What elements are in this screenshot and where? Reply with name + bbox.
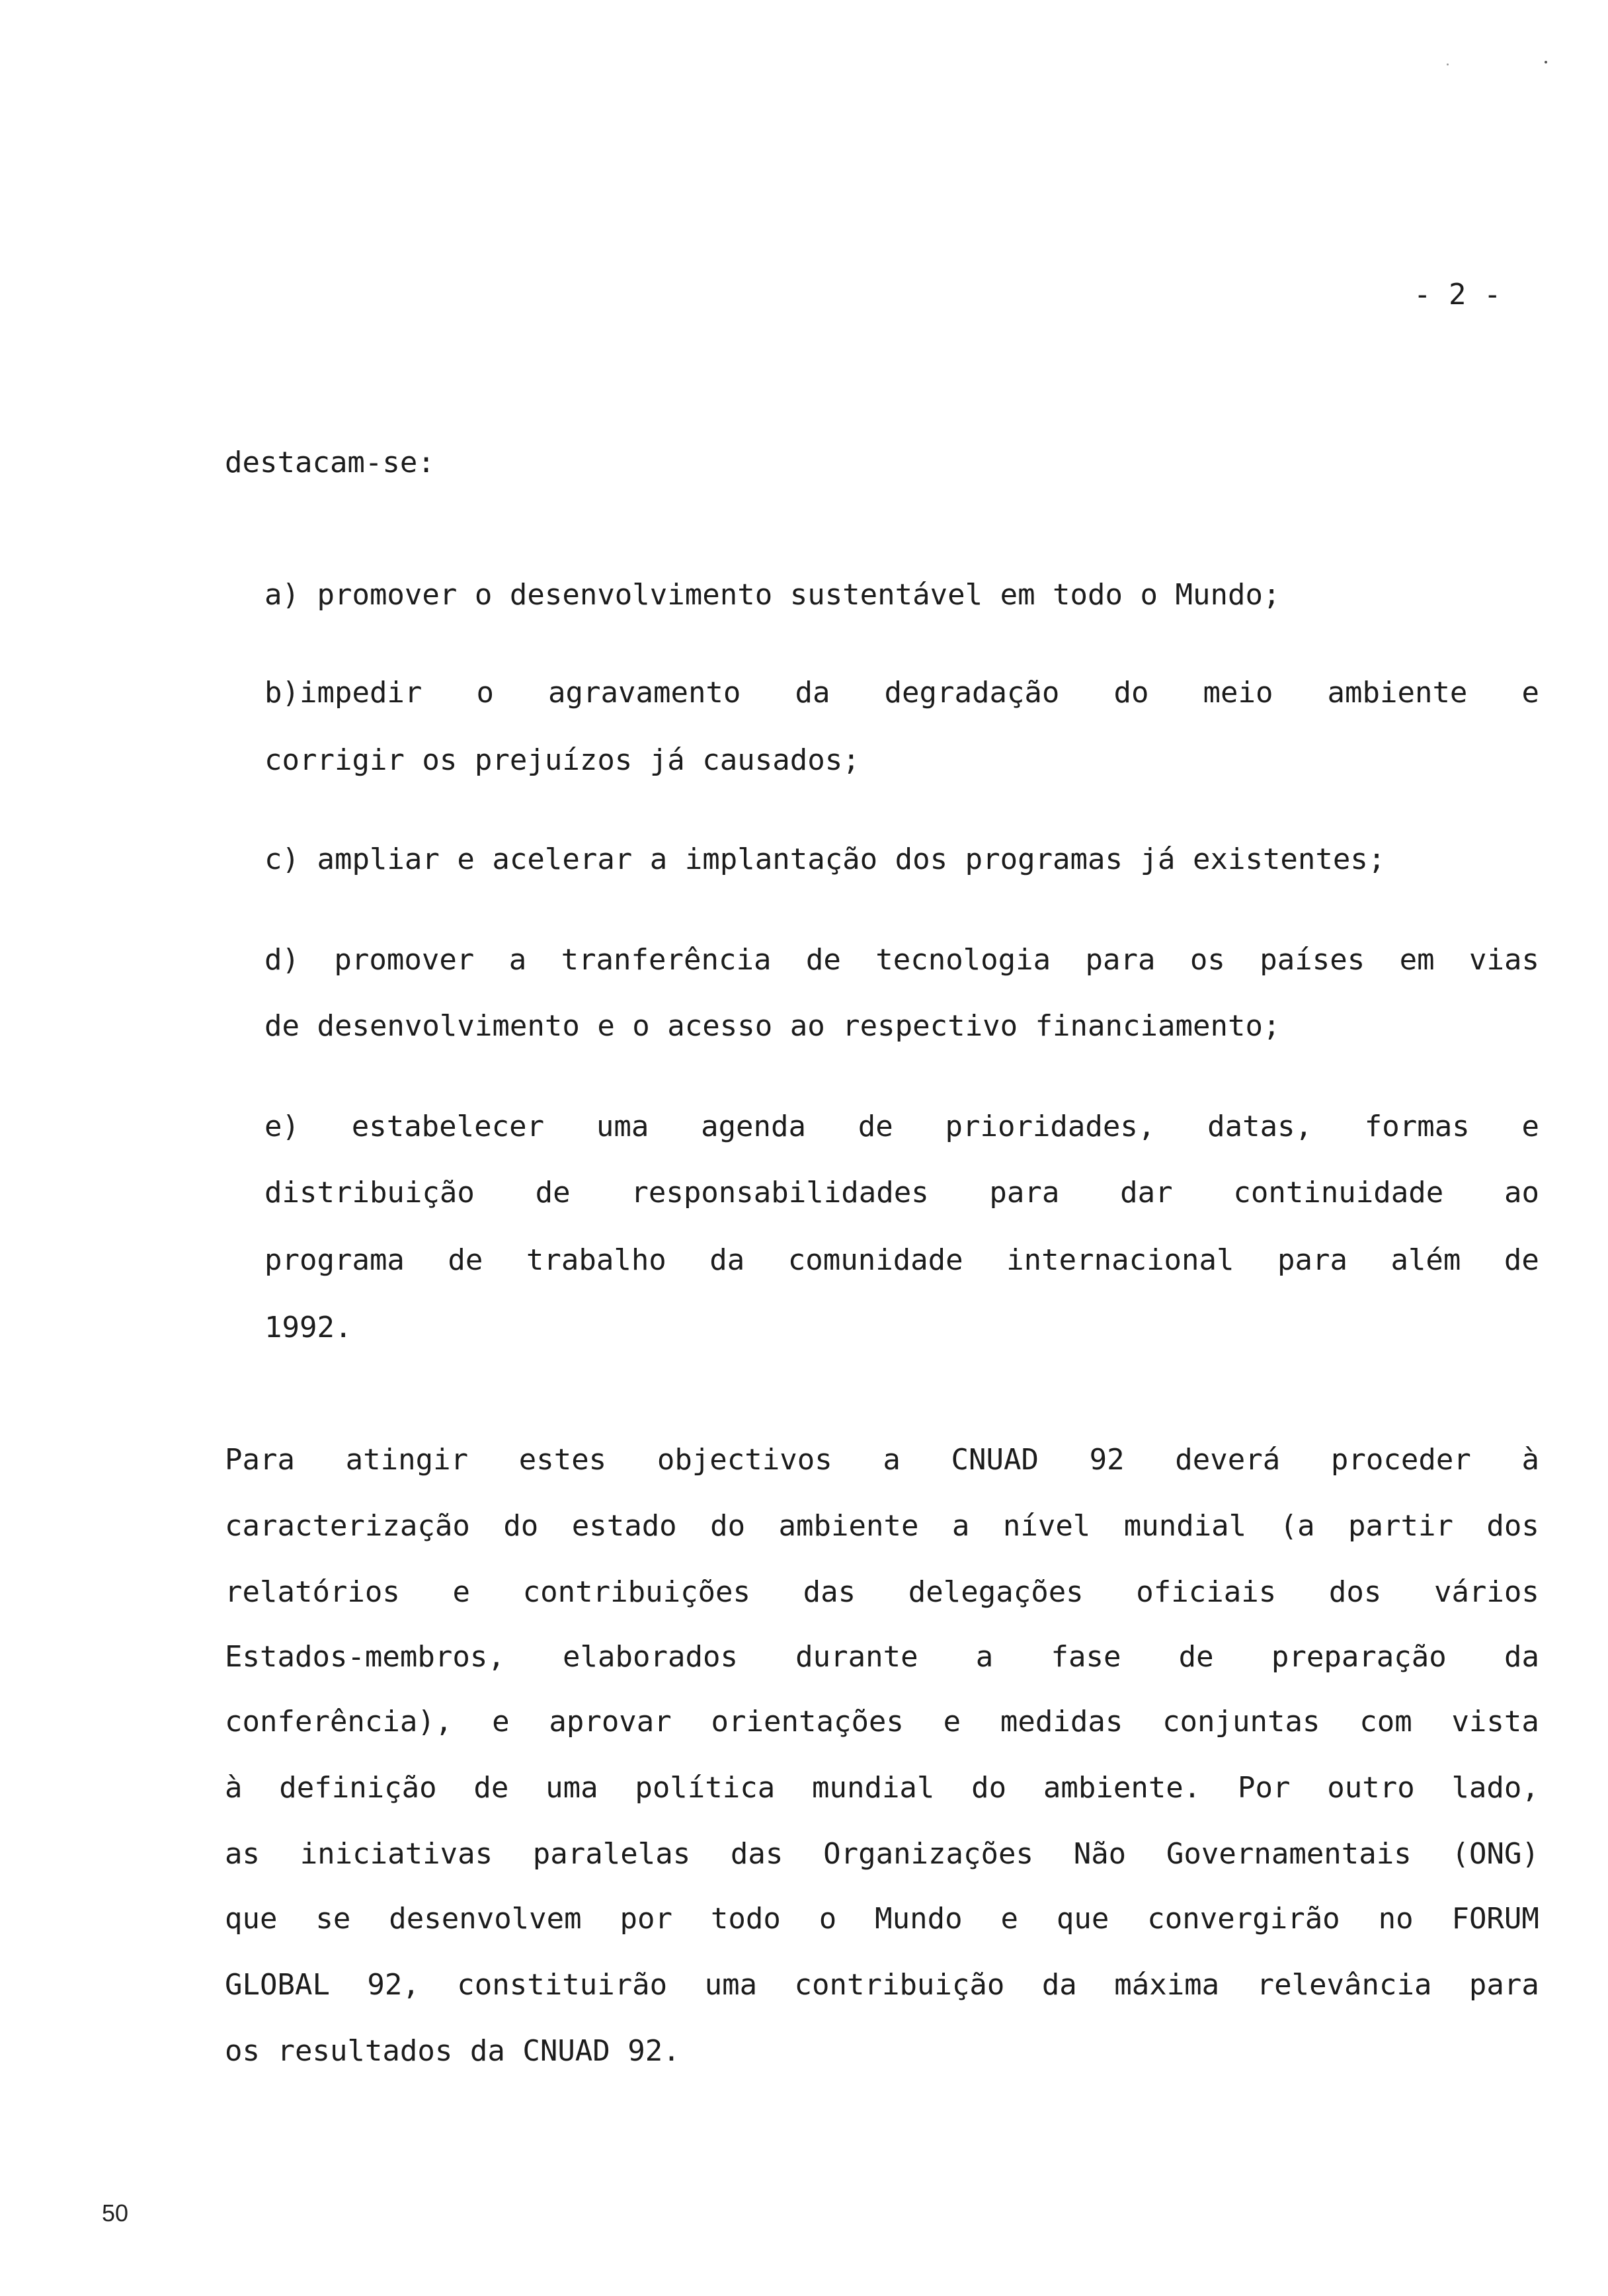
- intro-text: destacam-se:: [225, 446, 435, 479]
- word: que: [225, 1902, 278, 1936]
- word: por: [620, 1902, 673, 1936]
- word: do: [971, 1771, 1007, 1805]
- paragraph-line: os resultados da CNUAD 92.: [225, 2034, 680, 2068]
- word: Mundo: [875, 1902, 963, 1936]
- word: e: [492, 1705, 510, 1739]
- word: Governamentais: [1166, 1837, 1412, 1871]
- word: agenda: [701, 1110, 807, 1143]
- word: mundial: [811, 1771, 935, 1805]
- word: atingir: [345, 1443, 469, 1477]
- word: Por: [1238, 1771, 1291, 1805]
- word: de: [805, 943, 841, 977]
- word: além: [1390, 1243, 1461, 1277]
- word: mundial: [1123, 1509, 1247, 1543]
- word: e: [452, 1575, 471, 1609]
- list-item-b-line-2: corrigir os prejuízos já causados;: [264, 743, 860, 777]
- list-item-e-line-1: [264, 1112, 1539, 1141]
- word: vias: [1468, 943, 1539, 977]
- word: relatórios: [225, 1575, 400, 1609]
- word: à: [1521, 1443, 1539, 1477]
- word: Organizações: [823, 1837, 1033, 1871]
- word: em: [1399, 943, 1435, 977]
- word: deverá: [1175, 1443, 1281, 1477]
- word: da: [1041, 1968, 1077, 2002]
- word: conferência),: [225, 1705, 453, 1739]
- word: e: [943, 1705, 961, 1739]
- word: o: [819, 1902, 837, 1936]
- word: durante: [795, 1640, 918, 1674]
- word: Estados-membros,: [225, 1640, 505, 1674]
- word: à: [225, 1771, 243, 1805]
- word: para: [989, 1176, 1060, 1210]
- paragraph-line: [225, 1902, 1539, 1936]
- word: meio: [1203, 676, 1273, 710]
- word: datas,: [1207, 1110, 1313, 1143]
- word: se: [315, 1902, 351, 1936]
- word: paralelas: [532, 1837, 691, 1871]
- list-item-e-line-4: 1992.: [264, 1311, 352, 1344]
- word: estes: [518, 1443, 607, 1477]
- word: ambiente.: [1043, 1771, 1201, 1805]
- word: FORUM: [1451, 1902, 1539, 1936]
- word: internacional: [1006, 1243, 1234, 1277]
- word: política: [635, 1771, 776, 1805]
- word: estado: [571, 1509, 677, 1543]
- word: 92,: [367, 1968, 420, 2002]
- word: contribuições: [522, 1575, 751, 1609]
- list-item-c: c) ampliar e acelerar a implantação dos programas já existentes;: [264, 842, 1386, 876]
- word: convergirão: [1147, 1902, 1340, 1936]
- footer-page-number: 50: [102, 2199, 129, 2227]
- word: uma: [545, 1771, 598, 1805]
- word: da: [795, 676, 830, 710]
- word: de: [1504, 1243, 1539, 1277]
- word: objectivos: [657, 1443, 832, 1477]
- word: formas: [1364, 1110, 1470, 1143]
- word: a: [508, 943, 527, 977]
- word: para: [1085, 943, 1156, 977]
- word: preparação: [1271, 1640, 1447, 1674]
- word: d): [264, 943, 300, 977]
- word: todo: [710, 1902, 781, 1936]
- word: prioridades,: [945, 1110, 1156, 1143]
- word: b)impedir: [264, 676, 422, 710]
- word: Não: [1073, 1837, 1127, 1871]
- word: constituirão: [457, 1968, 668, 2002]
- scan-speck: [1447, 63, 1449, 65]
- word: degradação: [884, 676, 1060, 710]
- paragraph-line: [225, 1707, 1539, 1737]
- word: desenvolvem: [389, 1902, 582, 1936]
- word: uma: [704, 1968, 758, 2002]
- word: de: [858, 1110, 893, 1143]
- word: agravamento: [548, 676, 741, 710]
- word: de: [448, 1243, 483, 1277]
- word: do: [710, 1509, 746, 1543]
- word: para: [1277, 1243, 1347, 1277]
- paragraph-line: [225, 1837, 1539, 1871]
- word: medidas: [1000, 1705, 1123, 1739]
- word: dar: [1120, 1176, 1173, 1210]
- paragraph-line: [225, 1575, 1539, 1609]
- word: no: [1378, 1902, 1414, 1936]
- paragraph-line: [225, 1968, 1539, 2002]
- word: os: [1189, 943, 1225, 977]
- word: para: [1468, 1968, 1539, 2002]
- word: do: [1113, 676, 1149, 710]
- word: partir: [1348, 1509, 1453, 1543]
- word: comunidade: [787, 1243, 963, 1277]
- word: a: [951, 1509, 970, 1543]
- paragraph-line: [225, 1771, 1539, 1805]
- word: (ONG): [1451, 1837, 1539, 1871]
- word: continuidade: [1233, 1176, 1444, 1210]
- word: orientações: [711, 1705, 904, 1739]
- word: delegações: [908, 1575, 1084, 1609]
- word: distribuição: [264, 1176, 475, 1210]
- word: das: [730, 1837, 784, 1871]
- word: ambiente: [778, 1509, 919, 1543]
- word: a: [975, 1640, 994, 1674]
- word: contribuição: [794, 1968, 1005, 2002]
- word: responsabilidades: [631, 1176, 929, 1210]
- word: fase: [1051, 1640, 1121, 1674]
- scan-speck: [1545, 61, 1547, 63]
- word: de: [473, 1771, 509, 1805]
- word: do: [503, 1509, 539, 1543]
- word: Para: [225, 1443, 295, 1477]
- word: da: [709, 1243, 745, 1277]
- word: tranferência: [561, 943, 772, 977]
- word: da: [1504, 1640, 1539, 1674]
- word: dos: [1486, 1509, 1539, 1543]
- word: caracterização: [225, 1509, 470, 1543]
- word: e: [1521, 1110, 1539, 1143]
- word: e: [1000, 1902, 1019, 1936]
- list-item-e-line-3: [264, 1243, 1539, 1277]
- word: as: [225, 1837, 260, 1871]
- list-item-a: a) promover o desenvolvimento sustentável em todo o Mundo;: [264, 578, 1281, 612]
- word: ambiente: [1327, 676, 1468, 710]
- word: de: [535, 1176, 571, 1210]
- word: GLOBAL: [225, 1968, 330, 2002]
- word: e): [264, 1110, 300, 1143]
- paragraph-line: [225, 1443, 1539, 1477]
- word: lado,: [1451, 1771, 1539, 1805]
- list-item-d-line-2: de desenvolvimento e o acesso ao respectivo financiamento;: [264, 1009, 1281, 1043]
- word: nível: [1002, 1509, 1091, 1543]
- word: elaborados: [563, 1640, 738, 1674]
- word: iniciativas: [300, 1837, 493, 1871]
- word: 92: [1089, 1443, 1125, 1477]
- word: das: [803, 1575, 856, 1609]
- word: países: [1260, 943, 1365, 977]
- word: definição: [279, 1771, 437, 1805]
- word: tecnologia: [875, 943, 1051, 977]
- word: a: [883, 1443, 901, 1477]
- word: outro: [1327, 1771, 1415, 1805]
- word: máxima: [1114, 1968, 1220, 2002]
- word: aprovar: [549, 1705, 672, 1739]
- word: com: [1359, 1705, 1412, 1739]
- word: trabalho: [526, 1243, 666, 1277]
- list-item-b-line-1: [264, 678, 1539, 708]
- word: que: [1056, 1902, 1109, 1936]
- word: e: [1521, 676, 1539, 710]
- word: dos: [1328, 1575, 1382, 1609]
- paragraph-line: [225, 1509, 1539, 1543]
- list-item-d-line-1: [264, 943, 1539, 977]
- word: estabelecer: [351, 1110, 545, 1143]
- word: vários: [1433, 1575, 1539, 1609]
- word: promover: [334, 943, 475, 977]
- paragraph-line: [225, 1640, 1539, 1674]
- word: o: [476, 676, 494, 710]
- word: uma: [596, 1110, 649, 1143]
- word: CNUAD: [951, 1443, 1039, 1477]
- page-number: - 2 -: [1414, 278, 1502, 311]
- word: (a: [1279, 1509, 1315, 1543]
- word: programa: [264, 1243, 405, 1277]
- word: de: [1178, 1640, 1214, 1674]
- word: conjuntas: [1162, 1705, 1320, 1739]
- word: vista: [1451, 1705, 1539, 1739]
- list-item-e-line-2: [264, 1178, 1539, 1208]
- word: relevância: [1256, 1968, 1432, 2002]
- word: oficiais: [1136, 1575, 1277, 1609]
- word: proceder: [1330, 1443, 1471, 1477]
- word: ao: [1504, 1176, 1539, 1210]
